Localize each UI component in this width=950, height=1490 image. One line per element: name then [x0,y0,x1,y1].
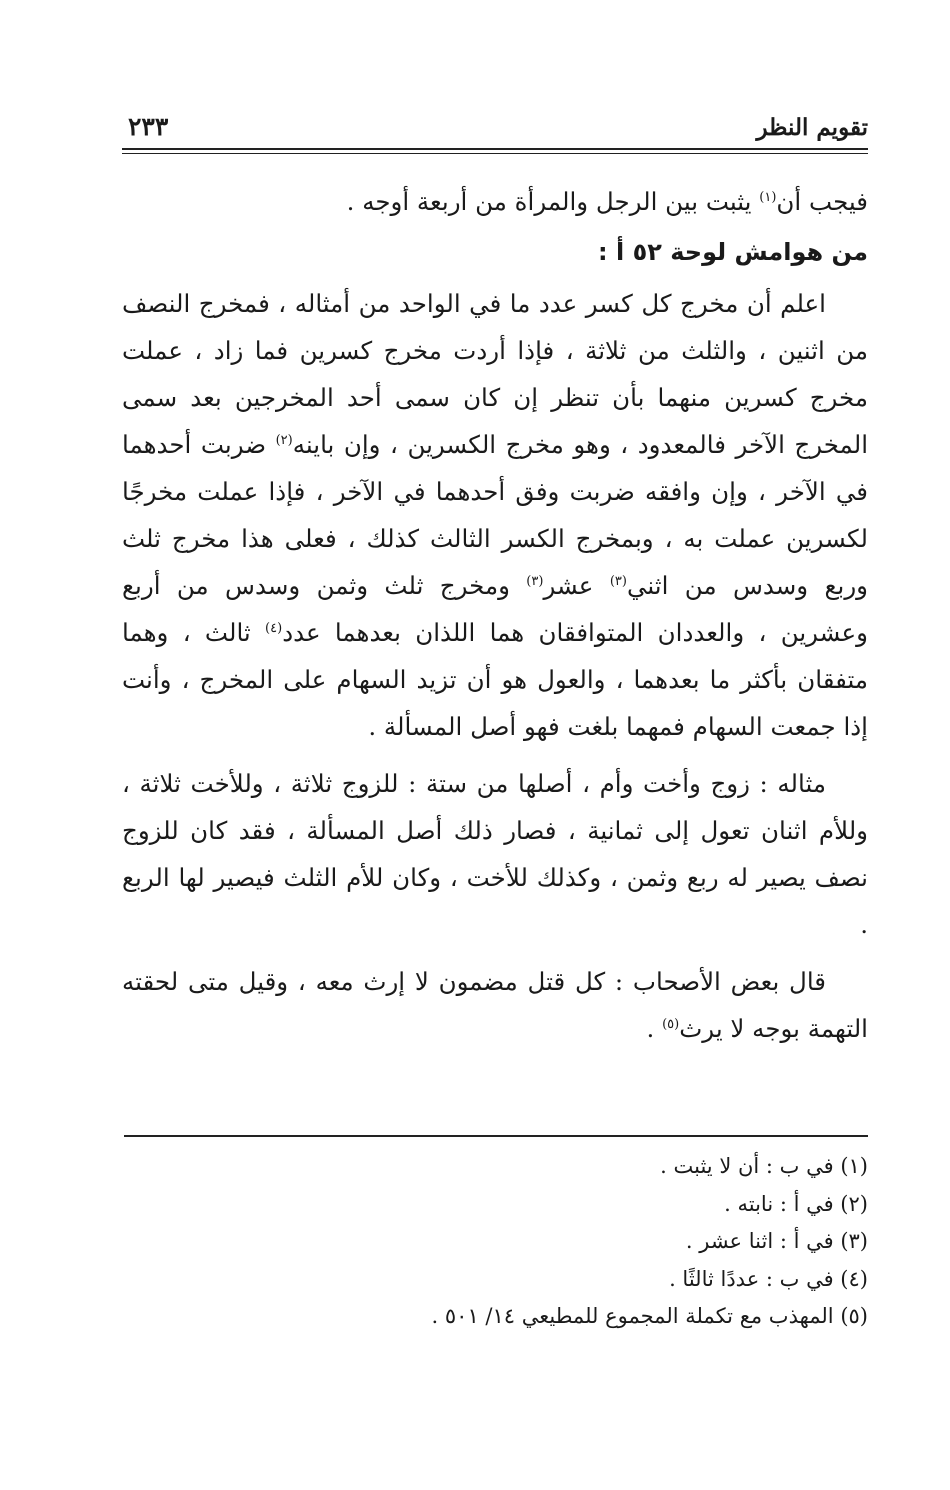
footnote-item: (٥) المهذب مع تكملة المجموع للمطيعي ١٤/ ٥٠١ . [431,1304,868,1328]
paragraph-3: مثاله : زوج وأخت وأم ، أصلها من ستة : للزوج ثلاثة ، وللأخت ثلاثة ، وللأم اثنان تعول إلى ثمانية ، فصار ذلك أصل المسألة ، فقد كان للزوج نصف يصير له ربع وثمن ، وكذلك للأخت ، وكان للأم الثلث فيصير لها الربع . [122,769,868,939]
page-number: ٢٣٣ [128,112,169,141]
footnote-item: (٢) في أ : نابته . [724,1191,868,1216]
paragraph-1: فيجب أن$^{(١)}$ يثبت بين الرجل والمرأة من أربعة أوجه . [346,187,868,216]
section-heading: من هوامش لوحة ٥٢ أ : [598,238,868,266]
paragraph-2: اعلم أن مخرج كل كسر عدد ما في الواحد من أمثاله ، فمخرج النصف من اثنين ، والثلث من ثلاثة ، فإذا أردت مخرج كسرين فما زاد ، عملت مخرج كسرين منهما بأن تنظر إن كان سمى أحد المخرجين بعد سمى المخرج الآخر فالمعدود ، وهو مخرج الكسرين ، وإن باينه$^{(٢)}$ ضربت أحدهما في الآخر ، وإن وافقه ضربت وفق أحدهما في الآخر ، فإذا عملت مخرجًا لكسرين عملت به ، وبمخرج الكسر الثالث كذلك ، فعلى هذا مخرج ثلث وربع وسدس من اثني$^{(٣)}$ عشر$^{(٣)}$ ومخرج ثلث وثمن وسدس من أربع وعشرين ، والعددان المتوافقان هما اللذان بعدهما عدد$^{(٤)}$ ثالث ، وهما متفقان بأكثر ما بعدهما ، والعول هو أن تزيد السهام على المخرج ، وأنت إذا جمعت السهام فمهما بلغت فهو أصل المسألة . [122,289,868,741]
footnote-ref: (٣) [609,573,627,589]
footnote-item: (٣) في أ : اثنا عشر . [685,1229,868,1253]
footnote-item: (١) في ب : أن لا يثبت . [660,1154,868,1178]
header-rule [122,148,868,154]
footnote-ref: (٤) [265,620,283,636]
header-title: تقويم النظر [756,114,868,141]
footnote-ref: (٢) [275,432,293,448]
running-header [122,108,868,148]
footnote-item: (٤) في ب : عددًا ثالثًا . [669,1266,868,1291]
main-text [122,178,868,1052]
footnote-ref: (٣) [526,573,544,589]
footnotes [122,1148,868,1336]
footnote-ref: (٥) [662,1016,680,1032]
footnote-separator [124,1135,868,1137]
footnote-ref: (١) [759,189,777,205]
paragraph-4: قال بعض الأصحاب : كل قتل مضمون لا إرث معه ، وقيل متى لحقته التهمة بوجه لا يرث$^{(٥)}$ . [122,967,868,1043]
